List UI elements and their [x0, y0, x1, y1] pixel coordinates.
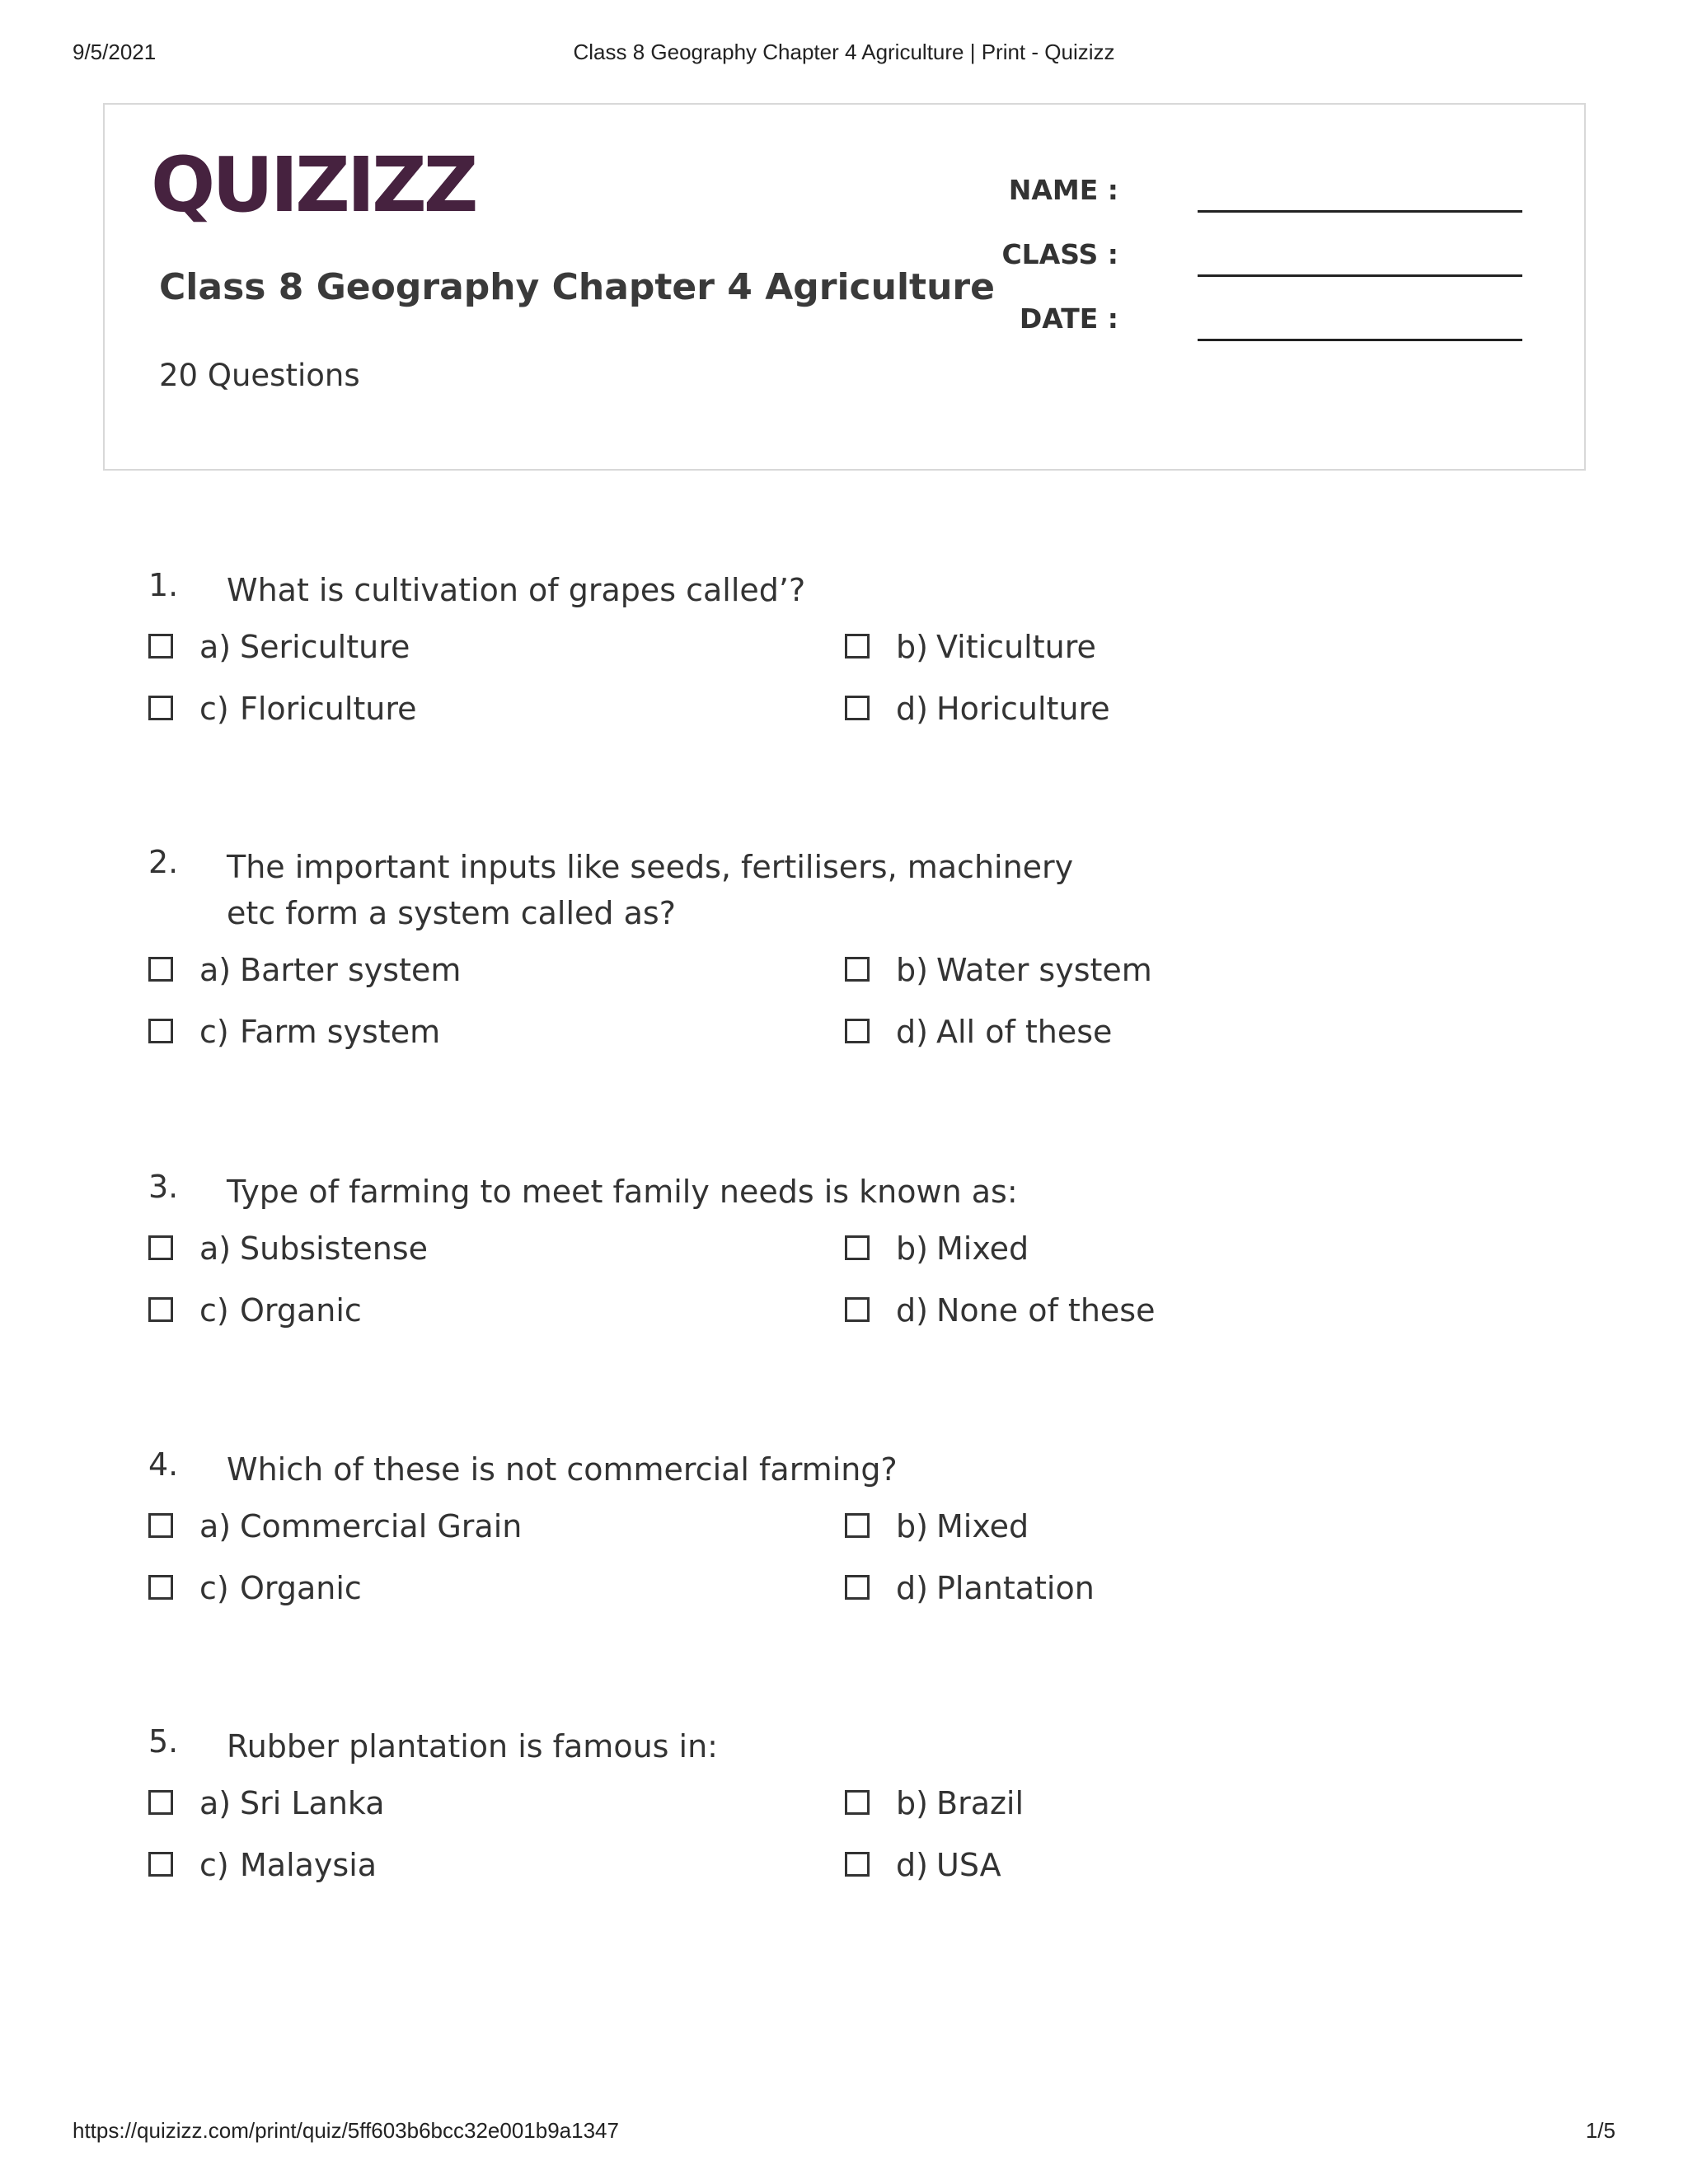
checkbox-icon[interactable] — [845, 1790, 870, 1815]
print-url: https://quizizz.com/print/quiz/5ff603b6bcc32e001b9a1347 — [73, 2118, 619, 2143]
option-text: Mixed — [936, 1230, 1029, 1267]
option-text: Subsistense — [240, 1230, 429, 1267]
checkbox-icon[interactable] — [148, 1575, 173, 1600]
question-number: 4. — [148, 1446, 179, 1483]
name-line[interactable] — [1198, 210, 1522, 213]
option-text: Commercial Grain — [240, 1508, 523, 1544]
checkbox-icon[interactable] — [845, 634, 870, 658]
option-text: Sericulture — [240, 629, 410, 665]
option-letter: c) — [199, 1847, 229, 1883]
question-number: 3. — [148, 1169, 179, 1205]
question-text: What is cultivation of grapes called’? — [227, 572, 806, 608]
question-text — [227, 844, 1133, 936]
option-text: Farm system — [240, 1014, 441, 1050]
checkbox-icon[interactable] — [845, 1852, 870, 1877]
option-text: None of these — [936, 1292, 1156, 1329]
checkbox-icon[interactable] — [148, 696, 173, 720]
option-text: Horiculture — [936, 691, 1110, 727]
option-text: Mixed — [936, 1508, 1029, 1544]
option-letter: d) — [896, 1292, 928, 1329]
checkbox-icon[interactable] — [845, 1019, 870, 1043]
option-letter: d) — [896, 1014, 928, 1050]
question-count: 20 Questions — [159, 358, 360, 393]
option-text: Organic — [240, 1570, 362, 1606]
class-label: CLASS : — [1001, 238, 1118, 270]
option-text: Barter system — [240, 952, 462, 988]
option-letter: c) — [199, 691, 229, 727]
checkbox-icon[interactable] — [148, 1513, 173, 1538]
option-letter: a) — [199, 1785, 232, 1821]
checkbox-icon[interactable] — [845, 1297, 870, 1322]
option-text: Malaysia — [240, 1847, 377, 1883]
option-letter: a) — [199, 629, 232, 665]
option-letter: a) — [199, 1508, 232, 1544]
option-letter: c) — [199, 1014, 229, 1050]
checkbox-icon[interactable] — [148, 634, 173, 658]
option-letter: b) — [896, 952, 928, 988]
checkbox-icon[interactable] — [148, 957, 173, 982]
option-letter: b) — [896, 1508, 928, 1544]
date-label: DATE : — [1019, 302, 1118, 335]
option-text: All of these — [936, 1014, 1113, 1050]
date-field[interactable] — [970, 302, 1522, 352]
quiz-header-card — [103, 103, 1586, 471]
question-text: Type of farming to meet family needs is known as: — [227, 1174, 1018, 1210]
checkbox-icon[interactable] — [845, 696, 870, 720]
class-line[interactable] — [1198, 274, 1522, 277]
option-text: Brazil — [936, 1785, 1025, 1821]
question-number: 1. — [148, 567, 179, 603]
question-text: Rubber plantation is famous in: — [227, 1728, 718, 1765]
checkbox-icon[interactable] — [845, 1235, 870, 1260]
question-number: 2. — [148, 844, 179, 880]
checkbox-icon[interactable] — [845, 1575, 870, 1600]
page-number: 1/5 — [1585, 2118, 1615, 2143]
checkbox-icon[interactable] — [148, 1790, 173, 1815]
option-letter: b) — [896, 1785, 928, 1821]
option-text: Floriculture — [240, 691, 417, 727]
checkbox-icon[interactable] — [148, 1297, 173, 1322]
option-letter: a) — [199, 1230, 232, 1267]
option-text: Organic — [240, 1292, 362, 1329]
checkbox-icon[interactable] — [148, 1235, 173, 1260]
option-letter: b) — [896, 1230, 928, 1267]
date-line[interactable] — [1198, 339, 1522, 341]
option-text: Water system — [936, 952, 1152, 988]
quiz-title: Class 8 Geography Chapter 4 Agriculture — [159, 266, 995, 308]
checkbox-icon[interactable] — [845, 957, 870, 982]
option-text: Viticulture — [936, 629, 1096, 665]
question-number: 5. — [148, 1723, 179, 1760]
question-text-line: etc form a system called as? — [227, 895, 676, 931]
option-text: Sri Lanka — [240, 1785, 385, 1821]
option-text: Plantation — [936, 1570, 1095, 1606]
question-text-line: The important inputs like seeds, fertilisers, machinery — [227, 849, 1074, 885]
print-date: 9/5/2021 — [73, 40, 157, 64]
checkbox-icon[interactable] — [148, 1852, 173, 1877]
option-text: USA — [936, 1847, 1001, 1883]
checkbox-icon[interactable] — [845, 1513, 870, 1538]
option-letter: a) — [199, 952, 232, 988]
class-field[interactable] — [970, 238, 1522, 288]
option-letter: b) — [896, 629, 928, 665]
option-letter: c) — [199, 1292, 229, 1329]
checkbox-icon[interactable] — [148, 1019, 173, 1043]
name-label: NAME : — [1008, 174, 1118, 206]
option-letter: d) — [896, 691, 928, 727]
quizizz-logo: QUIZIZZ — [151, 141, 476, 229]
question-text: Which of these is not commercial farming? — [227, 1451, 898, 1488]
option-letter: d) — [896, 1570, 928, 1606]
print-title: Class 8 Geography Chapter 4 Agriculture | Print - Quizizz — [573, 40, 1115, 64]
option-letter: c) — [199, 1570, 229, 1606]
name-field[interactable] — [970, 174, 1522, 223]
print-header — [73, 40, 1615, 69]
print-footer — [73, 2118, 1615, 2148]
option-letter: d) — [896, 1847, 928, 1883]
